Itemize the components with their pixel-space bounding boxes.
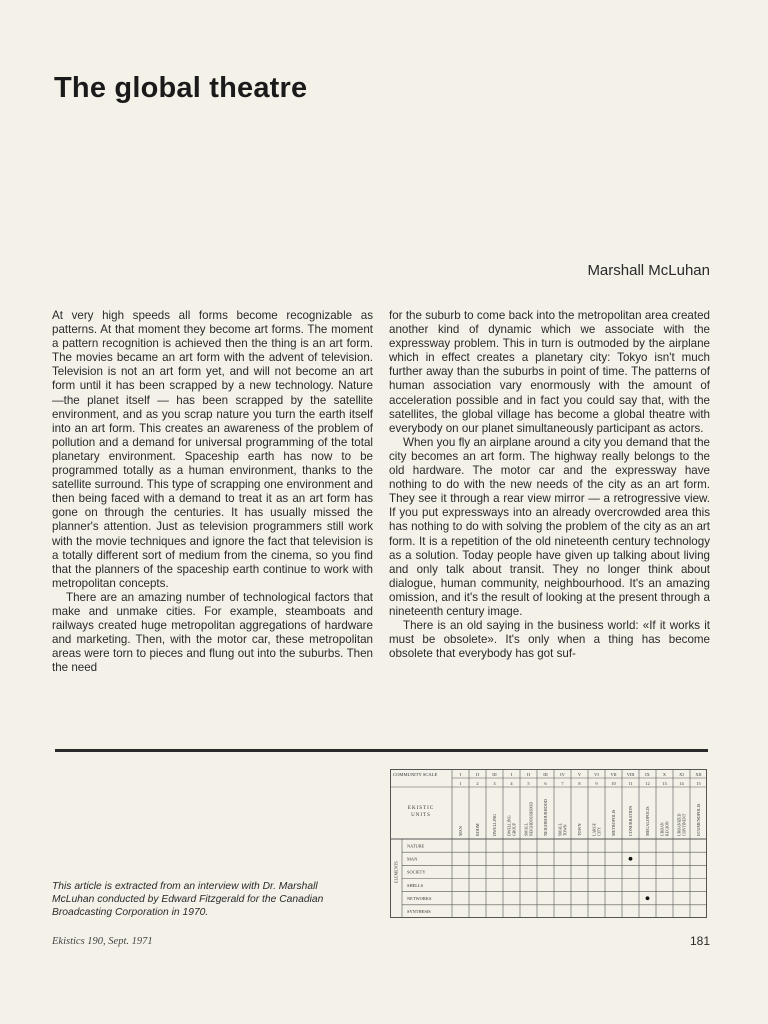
unit-label: DWELLING — [492, 813, 497, 836]
unit-label: SMALL — [524, 822, 529, 836]
unit-label: TOWN — [563, 824, 568, 836]
article-caption: This article is extracted from an interview with Dr. Marshall McLuhan conducted by Edward Fitzgerald for the Canadian Broadcasting Corporation in 1970. — [52, 881, 324, 918]
scale-roman-label: IV — [560, 772, 565, 777]
ekistic-units-label: UNITS — [411, 813, 431, 818]
unit-label: CITY — [597, 826, 602, 836]
scale-number-label: 5 — [527, 781, 530, 786]
scale-roman-label: X — [662, 772, 667, 777]
left-paragraph-1: At very high speeds all forms become recognizable as patterns. At that moment they become art forms. The moment a pattern recognition is achieved then the thing is an art form. The movies became an art form with the advent of television. Television is not an art form yet, and will not become an art form until it has been scrapped by a new technology. Nature —the planet itself — has been scrapped by the satellite environment, and as you scrap nature you turn the earth itself into an art form. This creates an awareness of the problem of pollution and a demand for universal programming of the total planetary environment. Spaceship earth has now to be programmed totally as a human environment, thanks to the satellite surround. This type of scrapping one environment and then being faced with a demand to treat it as an art form has gone on through the centuries. It has usually missed the planner's attention. Just as television programmers still work with the movie techniques and ignore the fact that television is a totally different sort of medium from the cinema, so you find that the planners of the spaceship earth continue to work with metropolitan concepts. — [52, 309, 373, 590]
scale-roman-label: VI — [594, 772, 599, 777]
section-divider — [55, 749, 708, 752]
element-label: SOCIETY — [407, 869, 426, 875]
unit-label: ROOM — [475, 823, 480, 836]
ekistic-grid-chart — [390, 769, 707, 918]
element-label: NATURE — [407, 843, 425, 849]
scale-roman-label: III — [543, 772, 548, 777]
scale-number-label: 4 — [510, 781, 513, 786]
right-paragraph-1: for the suburb to come back into the metropolitan area created another kind of dynamic which we associate with the expressway problem. This in turn is outmoded by the airplane which in effect creates a planetary city: Tokyo isn't much further away than the suburbs in point of time. The patterns of human association vary enormously with the amount of acceleration possible and in fact you could say that, with the satellites, the global village has become a global theatre with everybody on our planet simultaneously participant as actors. — [389, 309, 710, 435]
unit-label: GROUP — [512, 822, 517, 836]
right-paragraph-2: When you fly an airplane around a city you demand that the city becomes an art form. The highway really belongs to the old hardware. The motor car and the expressway have nothing to do with the new needs of the city as an art form. They see it through a rear view mirror — a retrogressive view. If you put expressways into an already overcrowded area this has nothing to do with solving the problem of the city as an art form. It is a repetition of the old nineteenth century technology as a solution. Today people have given up talking about living and only talk about transit. They no longer think about dialogue, human community, neighbourhood. It's an amazing omission, and it's the result of looking at the present through a nineteenth century image. — [389, 435, 710, 618]
scale-number-label: 7 — [561, 781, 564, 786]
unit-label: URBANIZED — [677, 813, 682, 836]
scale-roman-label: V — [577, 772, 582, 777]
element-label: SYNTHESIS — [407, 909, 431, 915]
scale-roman-label: VII — [610, 772, 617, 777]
elements-side-label: ELEMENTS — [393, 861, 399, 884]
unit-label: MEGALOPOLIS — [645, 806, 650, 836]
unit-label: LARGE — [592, 823, 597, 836]
grid-mark-dot — [646, 896, 650, 900]
article-title: The global theatre — [54, 72, 308, 104]
scale-number-label: 14 — [679, 781, 684, 786]
scale-number-label: 9 — [595, 781, 598, 786]
element-label: SHELLS — [407, 882, 424, 888]
scale-number-label: 8 — [578, 781, 581, 786]
element-label: MAN — [407, 856, 418, 862]
right-paragraph-3: There is an old saying in the business world: «If it works it must be obsolete». It's only when a thing has become obsolete that everybody has got suf- — [389, 619, 710, 661]
unit-label: TOWN — [577, 823, 582, 836]
scale-number-label: 10 — [611, 781, 616, 786]
scale-number-label: 11 — [628, 781, 633, 786]
scale-number-label: 3 — [493, 781, 496, 786]
unit-label: REGION — [665, 821, 670, 836]
scale-number-label: 6 — [544, 781, 547, 786]
page-number: 181 — [689, 934, 710, 948]
unit-label: SMALL — [558, 822, 563, 836]
scale-roman-label: XII — [695, 772, 702, 777]
scale-roman-label: I — [510, 772, 513, 777]
grid-frame — [391, 770, 707, 918]
unit-label: CONURBATION — [628, 805, 633, 836]
article-author: Marshall McLuhan — [587, 262, 710, 279]
scale-roman-label: XI — [679, 772, 684, 777]
ekistic-units-label: EKISTIC — [407, 806, 435, 811]
unit-label: MAN — [458, 826, 463, 836]
community-scale-label: COMMUNITY SCALE — [393, 772, 438, 777]
left-column — [52, 309, 373, 675]
scale-roman-label: IX — [645, 772, 650, 777]
left-paragraph-2: There are an amazing number of technological factors that make and unmake cities. For example, steamboats and railways created huge metropolitan aggregations of hardware and marketing. Then, with the motor car, these metropolitan areas were torn to pieces and flung out into the suburbs. Then the need — [52, 590, 373, 675]
scale-number-label: 2 — [476, 781, 479, 786]
scale-number-label: 12 — [645, 781, 650, 786]
unit-label: CONTINENT — [682, 813, 687, 836]
scale-number-label: 13 — [662, 781, 667, 786]
unit-label: URBAN — [660, 822, 665, 836]
element-label: NETWORKS — [407, 895, 432, 901]
unit-label: DWELLING — [507, 815, 512, 836]
scale-roman-label: II — [476, 772, 479, 777]
unit-label: METROPOLIS — [611, 809, 616, 836]
unit-label: ECUMENOPOLIS — [696, 803, 701, 836]
unit-label: NEIGHBOURHOOD — [529, 801, 534, 836]
right-column — [389, 309, 710, 661]
scale-roman-label: VIII — [626, 772, 635, 777]
ekistic-grid-svg — [390, 769, 707, 918]
grid-mark-dot — [629, 857, 633, 861]
scale-roman-label: II — [527, 772, 530, 777]
scale-number-label: 1 — [459, 781, 462, 786]
unit-label: NEIGHBOURHOOD — [543, 799, 548, 836]
scale-roman-label: I — [459, 772, 462, 777]
scale-number-label: 15 — [696, 781, 701, 786]
journal-citation: Ekistics 190, Sept. 1971 — [52, 936, 153, 947]
scale-roman-label: III — [492, 772, 497, 777]
